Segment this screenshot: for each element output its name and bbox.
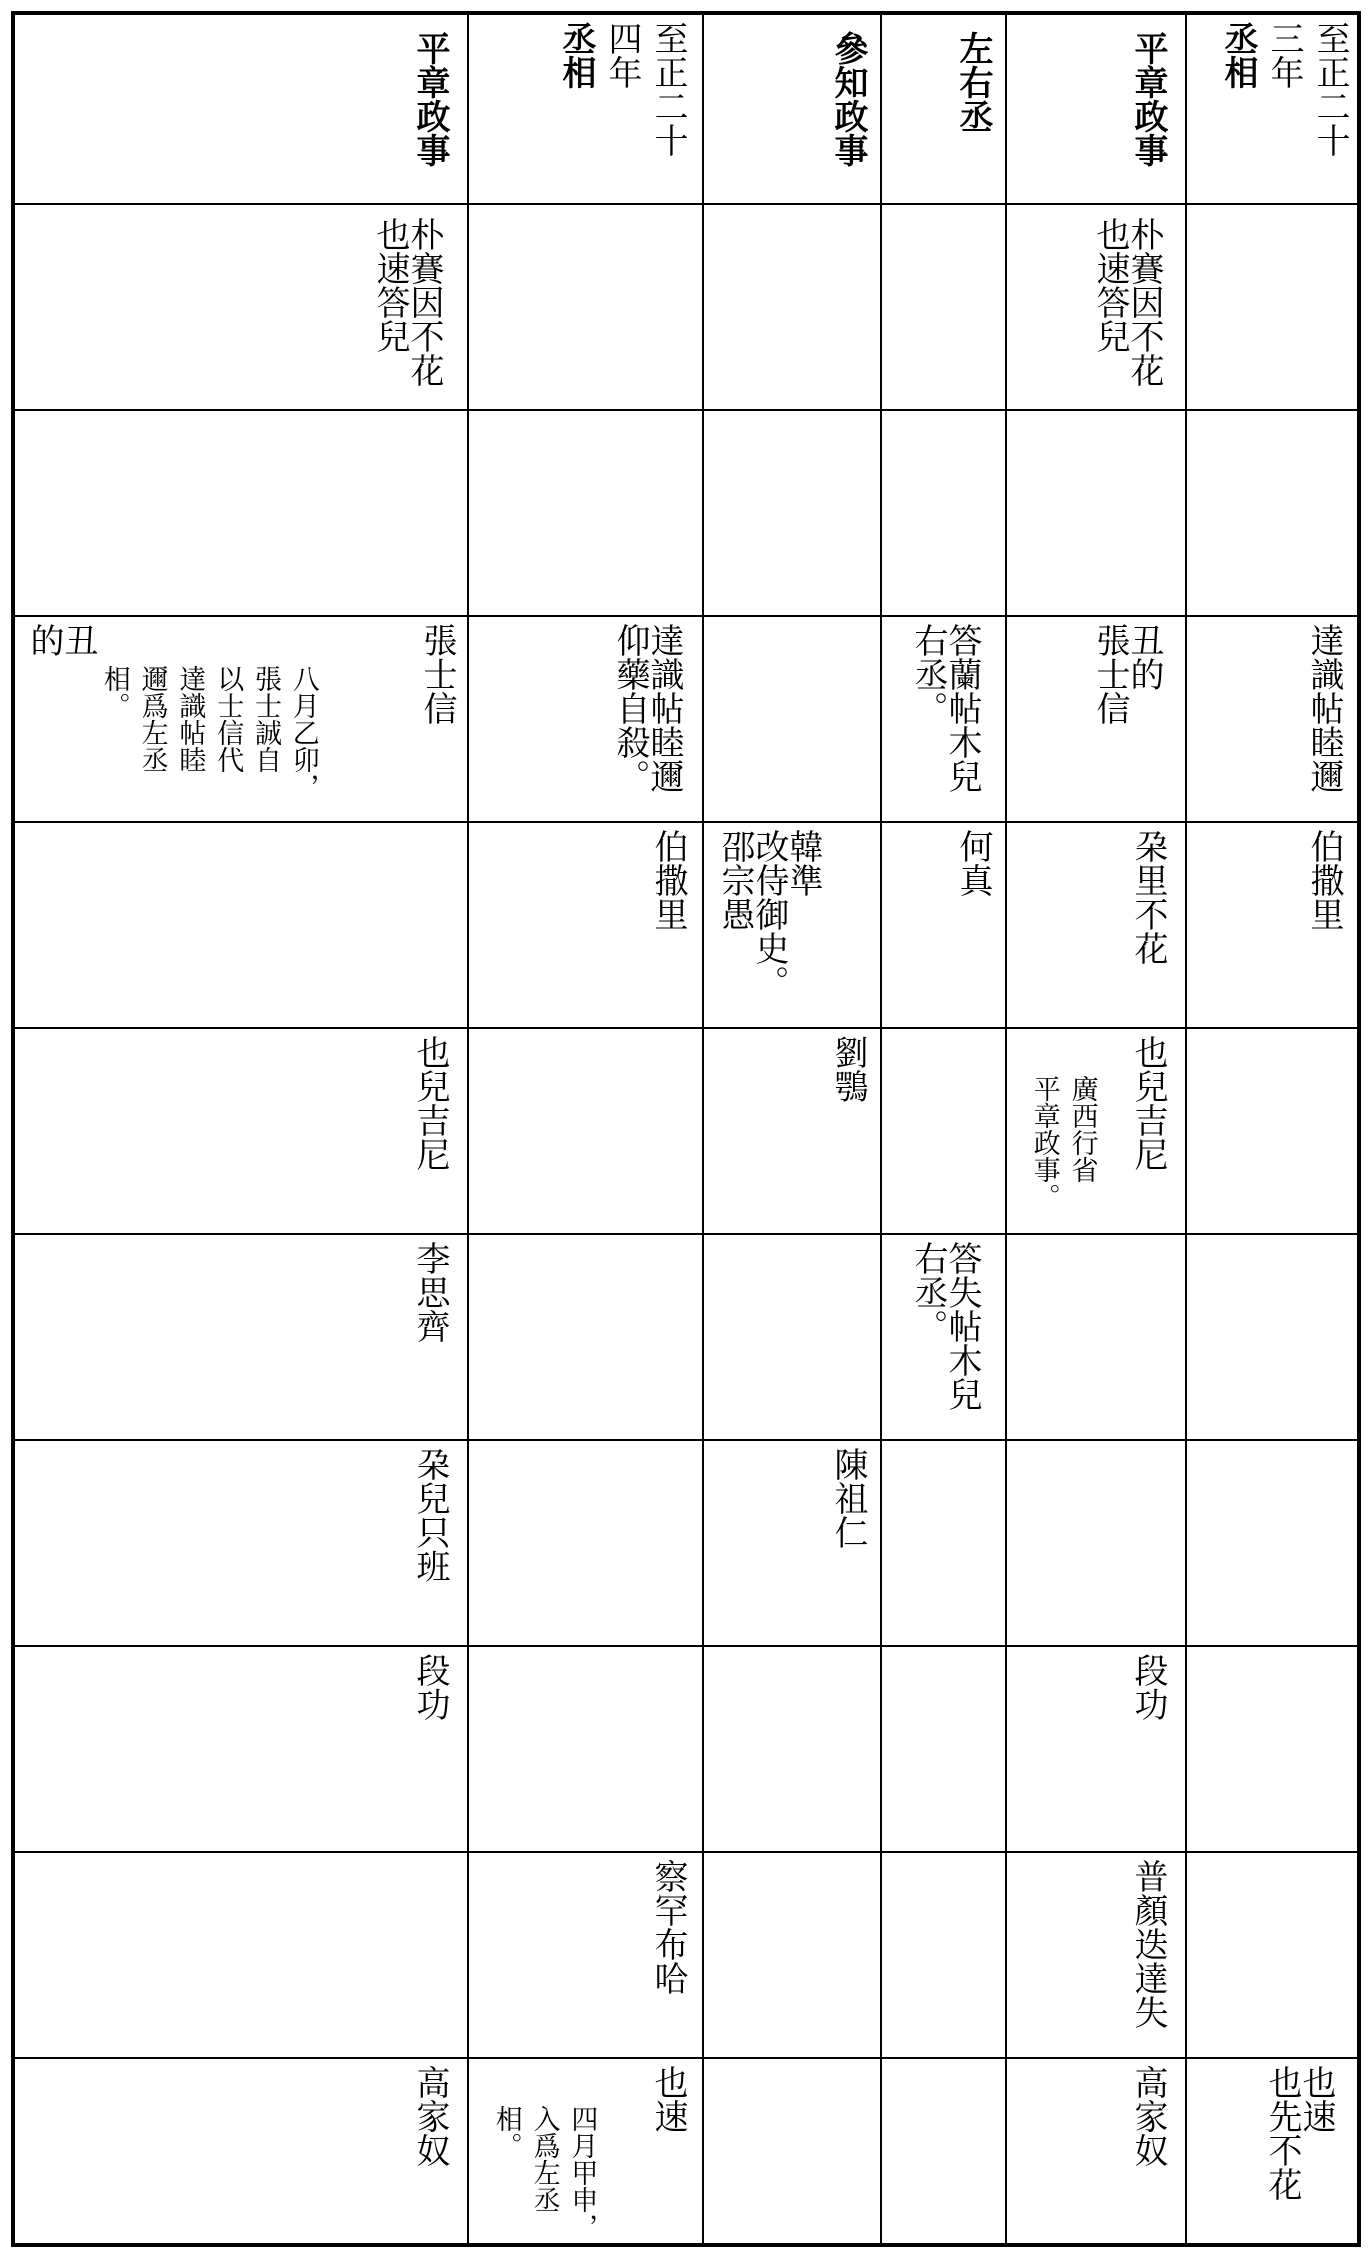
column-divider (702, 15, 704, 2243)
table-cell: 達識帖睦邇 (1304, 623, 1344, 793)
table-cell: 也速 (648, 2065, 688, 2133)
table-cell: 答蘭帖木兒 右丞。 (908, 623, 982, 793)
column-header: 參知政事 (828, 31, 868, 167)
table-cell: 張士信 (417, 623, 457, 725)
table-cell: 韓準 改侍御史。 邵宗愚 (715, 829, 823, 999)
row-divider (15, 1645, 1357, 1647)
table-cell: 也兒吉尼 (1128, 1035, 1168, 1171)
column-header: 左右丞 (953, 31, 993, 133)
year-subtitle: 四年 (602, 21, 642, 89)
table-cell: 察罕布哈 (648, 1859, 688, 1995)
row-divider (15, 2057, 1357, 2059)
table-cell: 劉鶚 (828, 1035, 868, 1103)
table-cell: 高家奴 (410, 2065, 450, 2167)
row-divider (15, 1233, 1357, 1235)
table-cell: 何真 (953, 829, 993, 897)
row-divider (15, 821, 1357, 823)
table-cell: 伯撒里 (648, 829, 688, 931)
row-divider (15, 1027, 1357, 1029)
row-divider (15, 203, 1357, 205)
table-cell: 陳祖仁 (828, 1447, 868, 1549)
table-cell: 朴賽因不花 也速答兒 (370, 217, 444, 387)
year-title: 至正二十 (648, 21, 688, 157)
table-frame (11, 11, 1361, 2247)
table-cell: 朶里不花 (1128, 829, 1168, 965)
table-cell: 朴賽因不花 也速答兒 (1090, 217, 1164, 387)
table-cell: 也速 也先不花 (1262, 2065, 1336, 2201)
cell-note: 四月甲申， 入爲左丞 相。 (490, 2105, 598, 2240)
cell-note: 廣西行省 平章政事。 (1028, 1075, 1098, 1210)
table-cell: 普顏迭達失 (1128, 1859, 1168, 2029)
table-cell: 答失帖木兒 右丞。 (908, 1241, 982, 1411)
row-divider (15, 1439, 1357, 1441)
table-cell: 伯撒里 (1304, 829, 1344, 931)
table-cell: 達識帖睦邇 仰藥自殺。 (610, 623, 684, 793)
column-header: 丞相 (1218, 21, 1258, 89)
column-divider (1005, 15, 1007, 2243)
column-divider (1185, 15, 1187, 2243)
table-cell: 也兒吉尼 (410, 1035, 450, 1171)
table-cell: 高家奴 (1128, 2065, 1168, 2167)
table-cell: 段功 (1128, 1653, 1168, 1721)
column-divider (467, 15, 469, 2243)
table-cell: 段功 (410, 1653, 450, 1721)
cell-note: 八月乙卯， 張士誠自 以士信代 達識帖睦 邇爲左丞 相。 (98, 665, 319, 800)
row-divider (15, 615, 1357, 617)
column-divider (880, 15, 882, 2243)
year-subtitle: 三年 (1264, 21, 1304, 89)
table-cell: 丑 的 (24, 623, 98, 657)
year-title: 至正二十 (1310, 21, 1350, 157)
table-cell: 丑的 張士信 (1090, 623, 1164, 725)
column-header: 丞相 (556, 21, 596, 89)
row-divider (15, 409, 1357, 411)
table-cell: 李思齊 (410, 1241, 450, 1343)
column-header: 平章政事 (410, 31, 450, 167)
table-cell: 朶兒只班 (410, 1447, 450, 1583)
column-header: 平章政事 (1128, 31, 1168, 167)
row-divider (15, 1851, 1357, 1853)
